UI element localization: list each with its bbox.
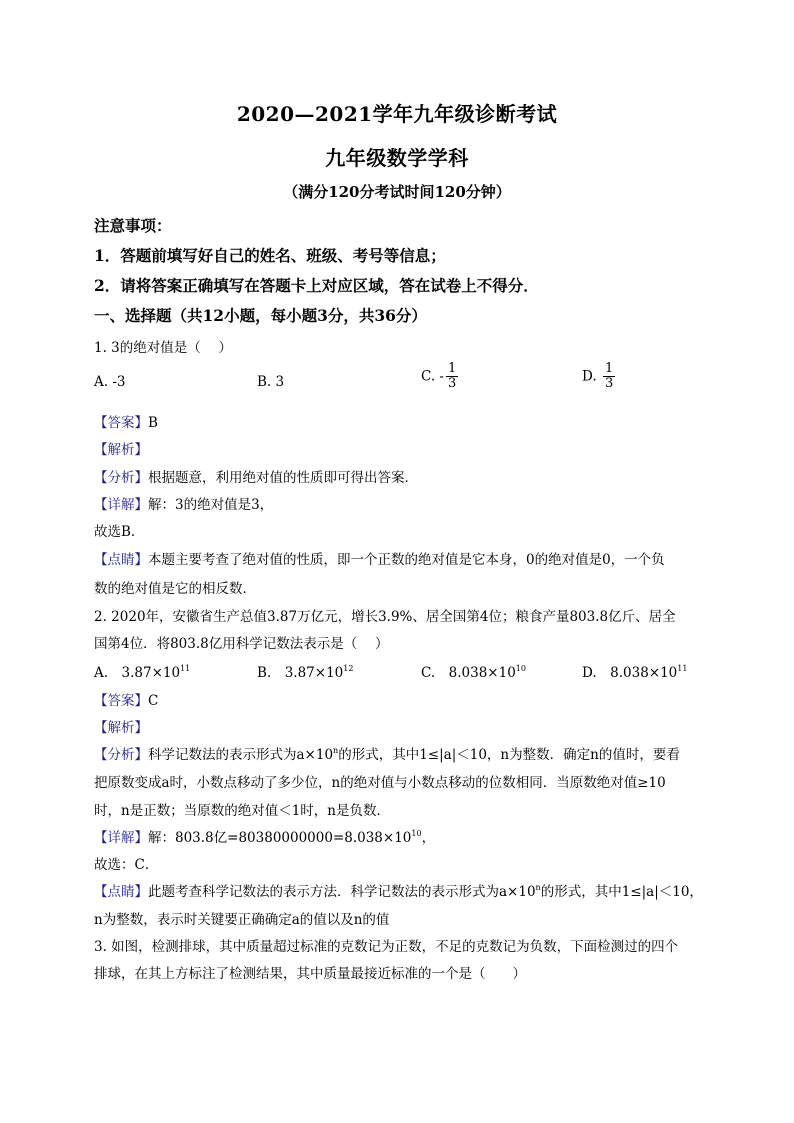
q2-xiangjie-b: ， <box>421 830 436 846</box>
q1-option-c <box>421 362 458 392</box>
q2-option-b <box>257 661 353 681</box>
q1-analysis-tag: 【解析】 <box>94 442 148 458</box>
q2-option-c-exponent: 10 <box>515 664 526 673</box>
q2-xiangjie-tag: 【详解】 <box>94 830 148 846</box>
q1-option-a: A. -3 <box>94 374 126 390</box>
q1-fenxi-text: 根据题意，利用绝对值的性质即可得出答案． <box>148 470 418 486</box>
q1-stem: 1. 3的绝对值是（ ） <box>94 340 233 356</box>
note-2: 2．请将答案正确填写在答题卡上对应区域，答在试卷上不得分． <box>94 276 539 295</box>
q2-option-d <box>582 661 687 681</box>
q2-xiangjie <box>94 826 435 846</box>
q2-option-c <box>421 661 526 681</box>
q1-option-b: B. 3 <box>257 374 285 390</box>
q1-option-d-numerator: 1 <box>604 361 614 376</box>
q1-option-c-prefix: C. - <box>421 368 444 385</box>
q2-analysis-tag: 【解析】 <box>94 720 148 736</box>
q1-dianjing-tag: 【点睛】 <box>94 552 148 568</box>
q1-answer-tag: 【答案】 <box>94 415 148 431</box>
q1-dianjing-line-1: 本题主要考查了绝对值的性质，即一个正数的绝对值是它本身，0的绝对值是0，一个负 <box>148 552 665 568</box>
q1-option-c-numerator: 1 <box>448 361 457 376</box>
q2-dianjing-1a: 此题考查科学记数法的表示方法．科学记数法的表示形式为a×10 <box>148 884 536 900</box>
q1-option-d-fraction <box>603 362 615 392</box>
q3-stem-line-2: 排球，在其上方标注了检测结果，其中质量最接近标准的一个是（ ） <box>94 966 526 982</box>
q2-option-a-exponent: 11 <box>180 664 191 673</box>
q2-dianjing-line-1 <box>94 880 703 900</box>
q2-dianjing-1-exponent: n <box>535 883 541 892</box>
q2-dianjing-1b: 的形式，其中1≤|a|＜10， <box>540 884 703 900</box>
q2-option-d-base: D. 8.038×10 <box>582 665 678 681</box>
q2-option-b-exponent: 12 <box>343 664 354 673</box>
q2-option-c-base: C. 8.038×10 <box>421 665 516 681</box>
q2-option-d-exponent: 11 <box>677 664 688 673</box>
q1-answer <box>94 411 158 431</box>
q2-stem-line-1: 2. 2020年，安徽省生产总值3.87万亿元，增长3.9%、居全国第4位；粮食产量803.8亿斤、居全 <box>94 609 676 625</box>
q1-xiangjie-text: 解：3的绝对值是3， <box>148 497 274 513</box>
q3-stem-line-1: 3. 如图，检测排球，其中质量超过标准的克数记为正数，不足的克数记为负数，下面检测过的四个 <box>94 939 679 955</box>
q2-fenxi-line-2: 把原数变成a时，小数点移动了多少位，n的绝对值与小数点移动的位数相同．当原数绝对值≥10 <box>94 775 666 791</box>
q2-answer-value: C <box>148 693 159 709</box>
q1-xiangjie-tag: 【详解】 <box>94 497 148 513</box>
exam-title: 2020—2021学年九年级诊断考试 <box>236 102 558 126</box>
q2-fenxi-1-exponent: n <box>333 746 339 755</box>
q1-option-d-prefix: D. <box>582 368 597 385</box>
q2-option-a <box>94 661 190 681</box>
q2-answer-tag: 【答案】 <box>94 693 148 709</box>
q1-option-d <box>582 362 615 392</box>
section-1-heading: 一、选择题（共12小题，每小题3分，共36分） <box>94 306 427 325</box>
q1-answer-value: B <box>148 415 158 431</box>
q1-option-c-fraction <box>446 362 458 392</box>
q2-answer <box>94 689 158 709</box>
q1-option-c-denominator: 3 <box>448 376 457 392</box>
q1-option-d-denominator: 3 <box>604 376 614 392</box>
q2-fenxi-1a: 科学记数法的表示形式为a×10 <box>148 747 334 763</box>
q2-fenxi-tag: 【分析】 <box>94 747 148 763</box>
q2-conclusion: 故选：C． <box>94 857 159 873</box>
q2-xiangjie-exponent: 10 <box>411 829 422 838</box>
q2-dianjing-line-2: n为整数，表示时关键要正确确定a的值以及n的值 <box>94 912 390 928</box>
exam-subject: 九年级数学学科 <box>325 146 469 170</box>
q2-fenxi-line-1 <box>94 743 680 763</box>
q1-fenxi <box>94 466 418 486</box>
q1-fenxi-tag: 【分析】 <box>94 470 148 486</box>
exam-info: （满分120分考试时间120分钟） <box>283 183 511 201</box>
q1-xiangjie <box>94 493 273 513</box>
notes-label: 注意事项： <box>94 216 172 235</box>
q1-dianjing-line-2: 数的绝对值是它的相反数． <box>94 581 256 597</box>
q2-dianjing-tag: 【点睛】 <box>94 884 148 900</box>
q2-fenxi-1b: 的形式，其中1≤|a|＜10，n为整数．确定n的值时，要看 <box>338 747 680 763</box>
q2-option-a-base: A. 3.87×10 <box>94 665 181 681</box>
q2-option-b-base: B. 3.87×10 <box>257 665 344 681</box>
q2-stem-line-2: 国第4位．将803.8亿用科学记数法表示是（ ） <box>94 636 389 652</box>
q2-fenxi-line-3: 时，n是正数；当原数的绝对值＜1时，n是负数． <box>94 803 390 819</box>
note-1: 1．答题前填写好自己的姓名、班级、考号等信息； <box>94 246 446 265</box>
q1-dianjing <box>94 548 665 568</box>
q1-conclusion: 故选B． <box>94 524 145 540</box>
q2-xiangjie-a: 解：803.8亿=80380000000=8.038×10 <box>148 830 412 846</box>
